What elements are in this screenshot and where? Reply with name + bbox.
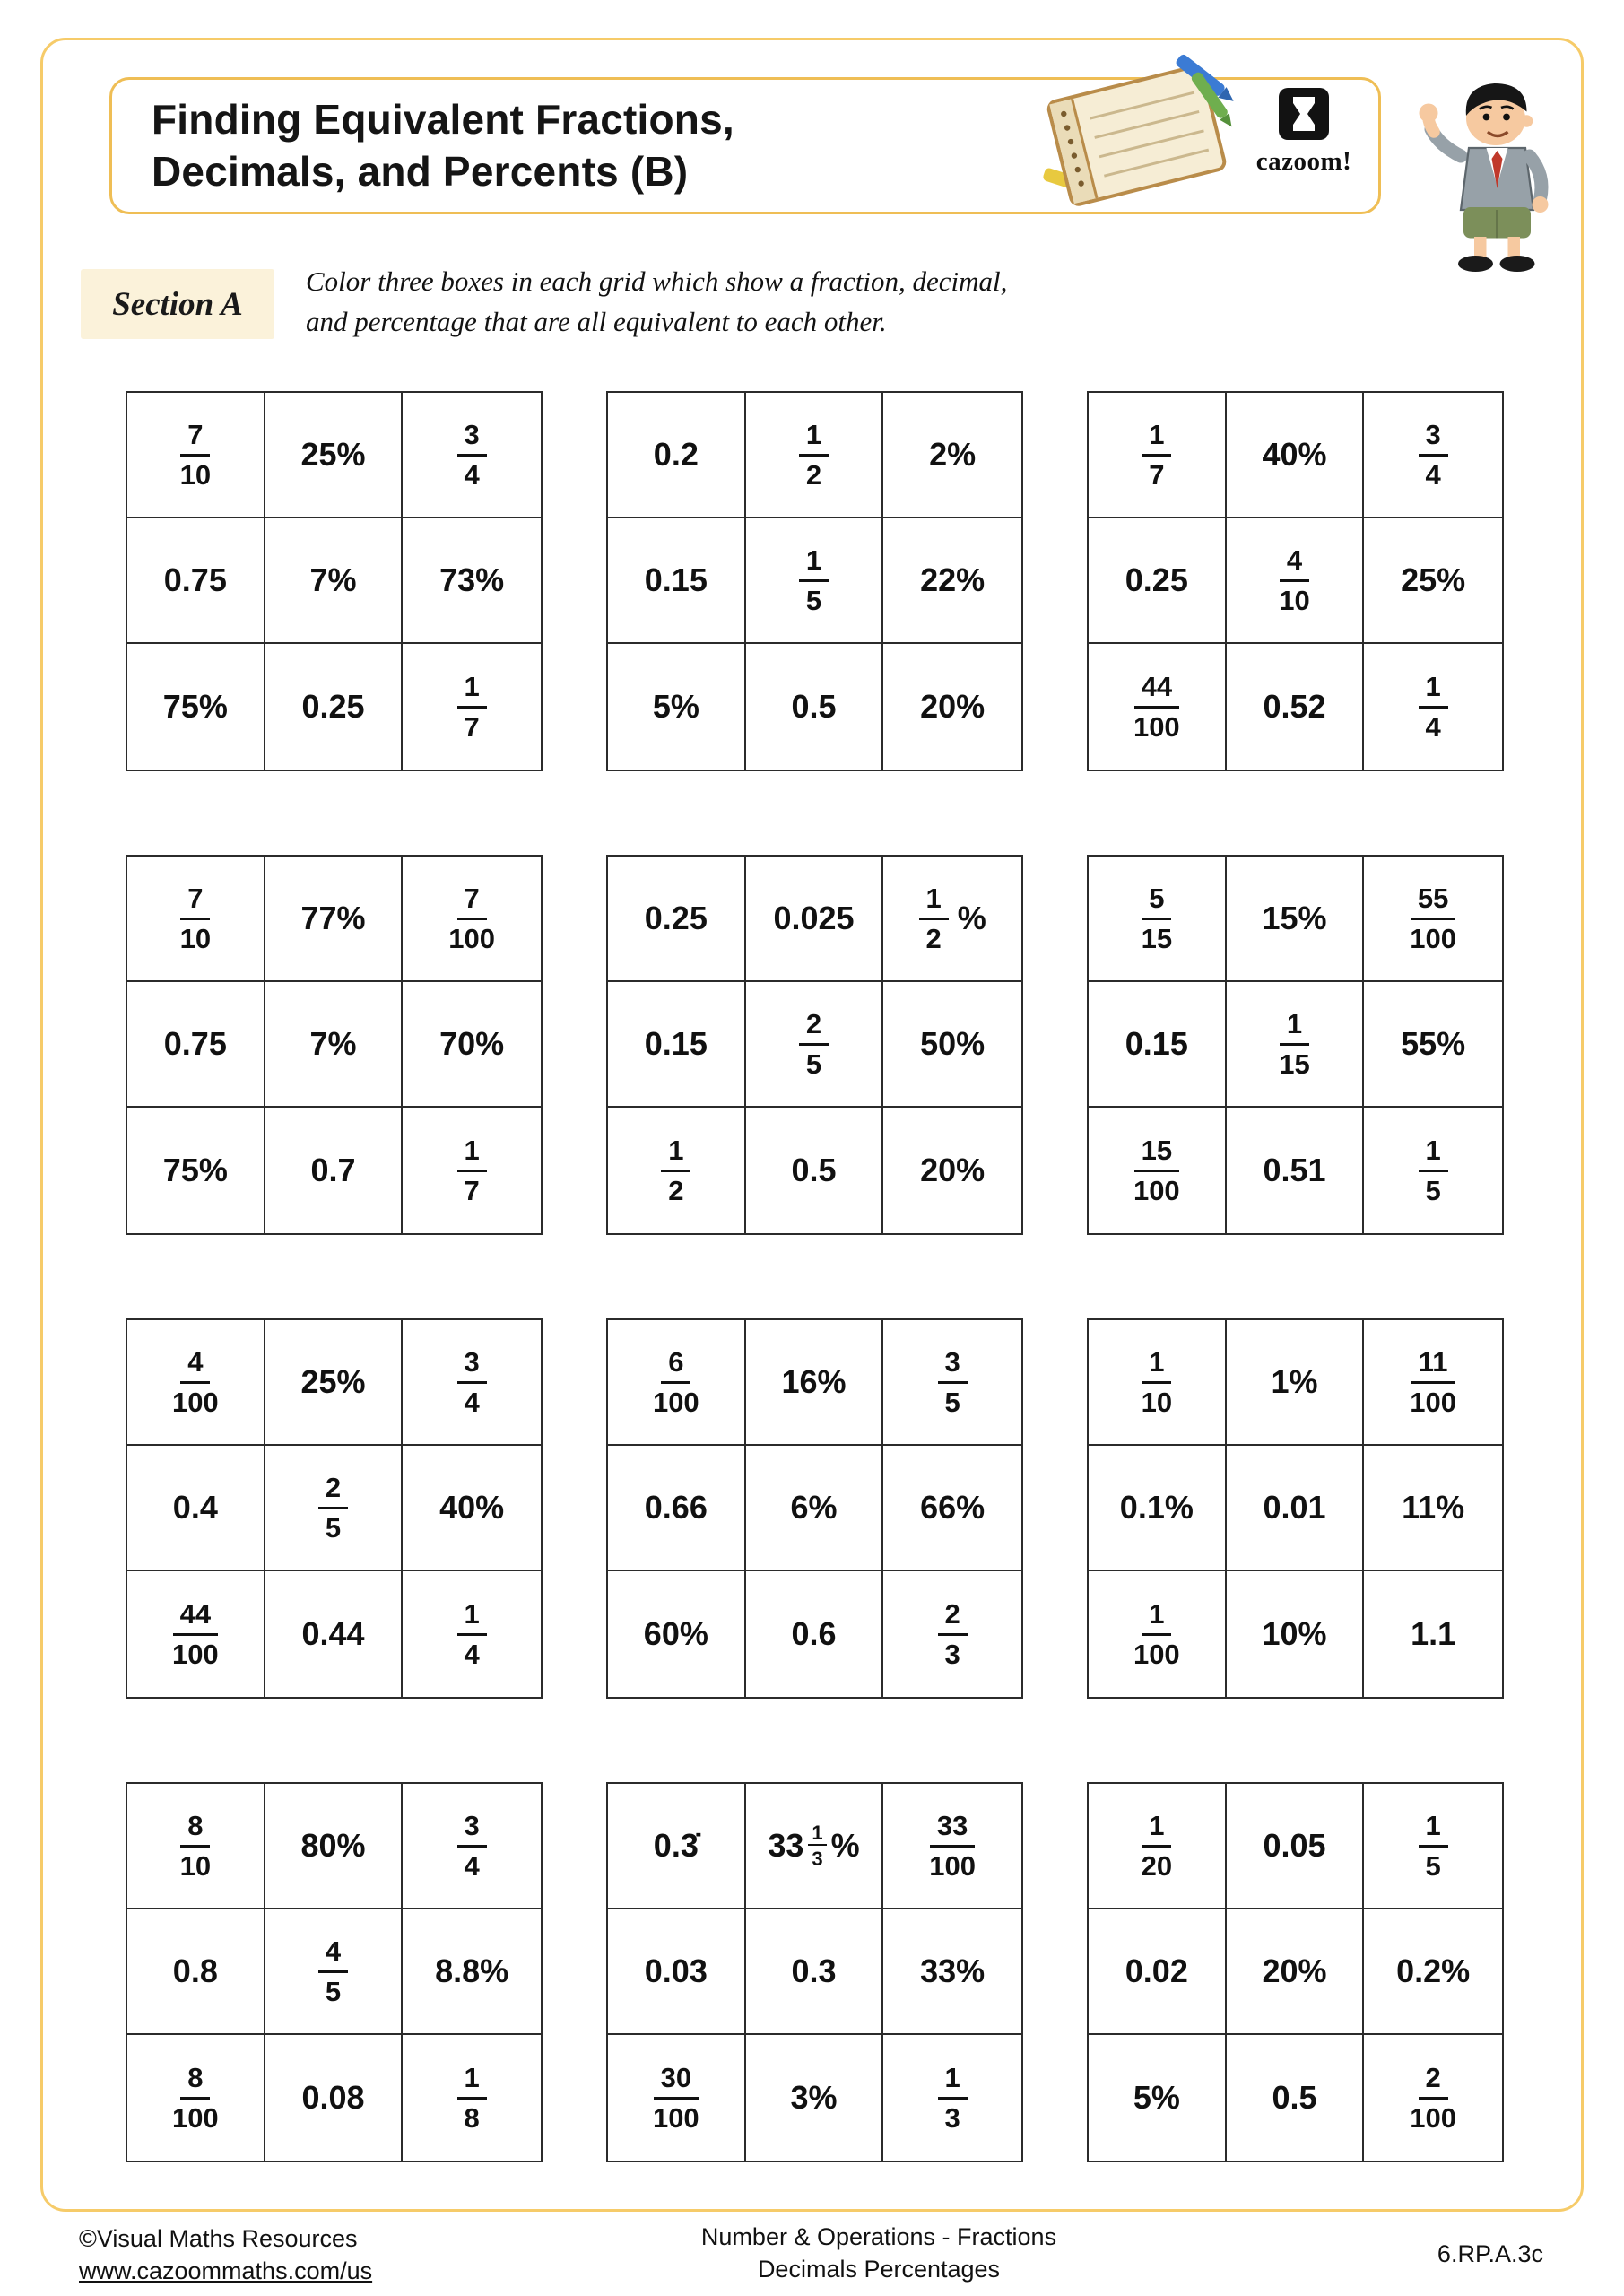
- grid-9-cell-5: 0.01: [1227, 1446, 1365, 1571]
- equivalence-grid-5: [606, 855, 1023, 1235]
- cazoom-logo: [1248, 86, 1359, 197]
- grid-4-cell-2: 77%: [265, 857, 404, 982]
- grid-2-cell-4: 0.15: [608, 518, 746, 644]
- grid-7-cell-4: 0.4: [127, 1446, 265, 1571]
- fraction: $\frac{1}{4}$: [1419, 671, 1448, 743]
- grid-11-cell-9: [883, 2035, 1021, 2161]
- grid-8-cell-4: 0.66: [608, 1446, 746, 1571]
- fraction: $\frac{1}{20}$: [1141, 1809, 1173, 1882]
- grid-5-cell-3: $\frac{1}{2}$ %: [883, 857, 1021, 982]
- footer-topic-line-2: Decimals Percentages: [757, 2256, 1001, 2283]
- grid-5-cell-4: 0.15: [608, 982, 746, 1108]
- fraction: $\frac{4}{10}$: [1279, 544, 1310, 616]
- grid-3-cell-5: [1227, 518, 1365, 644]
- grid-10-cell-3: [403, 1784, 541, 1909]
- grid-10-cell-6: 8.8%: [403, 1909, 541, 2035]
- grid-7-cell-8: 0.44: [265, 1571, 404, 1697]
- grid-8-cell-1: [608, 1320, 746, 1446]
- grid-6-cell-4: 0.15: [1089, 982, 1227, 1108]
- grid-2-cell-5: [746, 518, 884, 644]
- grid-2-cell-8: 0.5: [746, 644, 884, 770]
- grid-12-cell-1: [1089, 1784, 1227, 1909]
- grid-9-cell-2: 1%: [1227, 1320, 1365, 1446]
- fraction: $\frac{55}{100}$: [1410, 882, 1457, 954]
- grid-4-cell-6: 70%: [403, 982, 541, 1108]
- fraction: $\frac{1}{3}$: [938, 2062, 968, 2134]
- fraction: $\frac{7}{10}$: [179, 882, 212, 954]
- grid-9-cell-7: [1089, 1571, 1227, 1697]
- fraction: $\frac{4}{5}$: [318, 1935, 348, 2007]
- grid-9-cell-9: 1.1: [1411, 1615, 1456, 1652]
- notebook-icon: [1029, 52, 1252, 212]
- grid-6-cell-2: 15%: [1227, 857, 1365, 982]
- grid-11-cell-2: 33 $\frac{1}{3}$ %: [746, 1784, 884, 1909]
- fraction: $\frac{1}{2}$: [661, 1135, 690, 1206]
- grid-1-cell-2: 25%: [265, 393, 404, 518]
- fraction: $\frac{7}{10}$: [179, 418, 212, 491]
- fraction: $\frac{1}{8}$: [457, 2062, 487, 2134]
- grid-10-cell-5: [265, 1909, 404, 2035]
- equivalence-grid-8: [606, 1318, 1023, 1699]
- copyright-text: ©Visual Maths Resources: [79, 2225, 358, 2252]
- grid-6-cell-1: [1089, 857, 1227, 982]
- grid-1-cell-8: 0.25: [265, 644, 404, 770]
- grid-12-cell-9: [1364, 2035, 1502, 2161]
- grid-7-cell-9: [403, 1571, 541, 1697]
- grid-8-cell-2: 16%: [746, 1320, 884, 1446]
- equivalence-grid-12: [1087, 1782, 1504, 2162]
- grid-10-cell-7: [127, 2035, 265, 2161]
- grid-6-cell-6: 55%: [1364, 982, 1502, 1108]
- grid-11-cell-3: [883, 1784, 1021, 1909]
- grid-5-cell-1: 0.25: [608, 857, 746, 982]
- grid-7-cell-5: [265, 1446, 404, 1571]
- fraction: $\frac{8}{10}$: [179, 1809, 212, 1882]
- fraction: $\frac{11}{100}$: [1410, 1345, 1457, 1418]
- grid-6-cell-5: [1227, 982, 1365, 1108]
- fraction: $\frac{7}{100}$: [448, 882, 496, 954]
- notebook-illustration: [1029, 52, 1252, 212]
- equivalence-grid-11: [606, 1782, 1023, 2162]
- grid-9-cell-4: 0.1%: [1089, 1446, 1227, 1571]
- grid-5-cell-8: 0.5: [746, 1108, 884, 1233]
- grid-3-cell-1: [1089, 393, 1227, 518]
- fraction: $\frac{2}{5}$: [318, 1472, 348, 1544]
- equivalence-grid-1: [126, 391, 543, 771]
- grid-10-cell-8: 0.08: [265, 2035, 404, 2161]
- grid-3-cell-9: [1364, 644, 1502, 770]
- grid-3-cell-4: 0.25: [1089, 518, 1227, 644]
- footer-center: [619, 2221, 1139, 2286]
- grid-3-cell-2: 40%: [1227, 393, 1365, 518]
- boy-illustration: [1412, 75, 1574, 274]
- grid-1-cell-5: 7%: [265, 518, 404, 644]
- grid-7-cell-3: [403, 1320, 541, 1446]
- fraction: $\frac{3}{4}$: [457, 1346, 487, 1418]
- fraction: $\frac{6}{100}$: [652, 1345, 699, 1418]
- fraction: $\frac{2}{100}$: [1410, 2061, 1457, 2134]
- grid-4-cell-3: [403, 857, 541, 982]
- equivalence-grid-9: [1087, 1318, 1504, 1699]
- grid-1-cell-1: [127, 393, 265, 518]
- grid-4-cell-5: 7%: [265, 982, 404, 1108]
- fraction: $\frac{3}{5}$: [938, 1346, 968, 1418]
- section-label: Section A: [81, 269, 274, 339]
- grid-2-cell-2: [746, 393, 884, 518]
- grid-8-cell-7: 60%: [608, 1571, 746, 1697]
- website-link[interactable]: www.cazoommaths.com/us: [79, 2257, 373, 2285]
- fraction: $\frac{1}{5}$: [799, 544, 829, 616]
- grid-12-cell-2: 0.05: [1227, 1784, 1365, 1909]
- grid-8-cell-6: 66%: [883, 1446, 1021, 1571]
- grid-2-cell-9: 20%: [920, 688, 986, 725]
- grid-12-cell-5: 20%: [1227, 1909, 1365, 2035]
- standard-code: 6.RP.A.3c: [1437, 2240, 1543, 2267]
- fraction: $\frac{1}{5}$: [1419, 1810, 1448, 1882]
- instructions-line-1: Color three boxes in each grid which show a fraction, decimal,: [306, 265, 1008, 297]
- grid-11-cell-7: [608, 2035, 746, 2161]
- grid-12-cell-3: [1364, 1784, 1502, 1909]
- fraction: $\frac{1}{2}$: [799, 419, 829, 491]
- grid-5-cell-6: 50%: [883, 982, 1021, 1108]
- fraction: $\frac{1}{7}$: [1142, 419, 1171, 491]
- fraction: $\frac{1}{4}$: [457, 1598, 487, 1670]
- fraction: $\frac{3}{4}$: [457, 419, 487, 491]
- fraction: $\frac{1}{100}$: [1133, 1597, 1180, 1670]
- equivalence-grid-4: [126, 855, 543, 1235]
- grid-3-cell-6: 25%: [1364, 518, 1502, 644]
- grid-4-cell-8: 0.7: [265, 1108, 404, 1233]
- grid-11-cell-8: 3%: [746, 2035, 884, 2161]
- fraction: $\frac{1}{7}$: [457, 671, 487, 743]
- grid-8-cell-9: [883, 1571, 1021, 1697]
- fraction: $\frac{44}{100}$: [171, 1597, 219, 1670]
- fraction: $\frac{15}{100}$: [1133, 1134, 1180, 1206]
- grid-9-cell-8: 10%: [1227, 1571, 1365, 1697]
- grid-8-cell-3: [883, 1320, 1021, 1446]
- fraction: $\frac{1}{3}$: [808, 1822, 826, 1869]
- grid-9-cell-1: [1089, 1320, 1227, 1446]
- grid-7-cell-6: 40%: [403, 1446, 541, 1571]
- fraction: $\frac{1}{15}$: [1279, 1007, 1310, 1080]
- fraction: $\frac{3}{4}$: [1419, 419, 1448, 491]
- equivalence-grid-6: [1087, 855, 1504, 1235]
- fraction: $\frac{2}{5}$: [799, 1008, 829, 1080]
- grid-3-cell-3: [1364, 393, 1502, 518]
- fraction: $\frac{3}{4}$: [457, 1810, 487, 1882]
- cazoom-logo-text: cazoom!: [1255, 147, 1352, 176]
- equivalence-grid-3: [1087, 391, 1504, 771]
- grid-1-cell-6: 73%: [403, 518, 541, 644]
- fraction: $\frac{4}{100}$: [171, 1345, 219, 1418]
- fraction: $\frac{30}{100}$: [652, 2061, 699, 2134]
- grid-11-cell-6: 33%: [883, 1909, 1021, 2035]
- grid-5-cell-5: [746, 982, 884, 1108]
- fraction: $\frac{5}{15}$: [1141, 882, 1173, 954]
- grid-3-cell-7: [1089, 644, 1227, 770]
- grid-9-cell-6: 11%: [1364, 1446, 1502, 1571]
- grid-10-cell-2: 80%: [265, 1784, 404, 1909]
- grid-1-cell-4: 0.75: [127, 518, 265, 644]
- grid-12-cell-8: 0.5: [1227, 2035, 1365, 2161]
- grid-4-cell-1: [127, 857, 265, 982]
- grid-1-cell-7: 75%: [127, 644, 265, 770]
- grid-3-cell-8: 0.52: [1227, 644, 1365, 770]
- grid-7-cell-1: [127, 1320, 265, 1446]
- grid-12-cell-6: 0.2%: [1364, 1909, 1502, 2035]
- grid-1-cell-3: [403, 393, 541, 518]
- fraction: $\frac{8}{100}$: [171, 2061, 219, 2134]
- page-title: [112, 94, 734, 196]
- fraction: $\frac{1}{2}$: [919, 883, 949, 954]
- grid-7-cell-2: 25%: [265, 1320, 404, 1446]
- fraction: $\frac{2}{3}$: [938, 1598, 968, 1670]
- equivalence-grid-7: [126, 1318, 543, 1699]
- grid-5-cell-7: [608, 1108, 746, 1233]
- fraction: $\frac{1}{5}$: [1419, 1135, 1448, 1206]
- equivalence-grid-2: [606, 391, 1023, 771]
- grid-4-cell-7: 75%: [127, 1108, 265, 1233]
- grid-12-cell-7: 5%: [1089, 2035, 1227, 2161]
- grid-8-cell-5: 6%: [746, 1446, 884, 1571]
- fraction: $\frac{1}{10}$: [1141, 1345, 1173, 1418]
- grid-6-cell-9: [1364, 1108, 1502, 1233]
- footer-left: [79, 2222, 372, 2288]
- grid-6-cell-7: [1089, 1108, 1227, 1233]
- fraction: $\frac{33}{100}$: [929, 1809, 977, 1882]
- title-line-1: Finding Equivalent Fractions,: [152, 96, 734, 144]
- grid-12-cell-4: 0.02: [1089, 1909, 1227, 2035]
- grid-8-cell-8: 0.6: [746, 1571, 884, 1697]
- grid-7-cell-7: [127, 1571, 265, 1697]
- grid-2-cell-3: 2%: [883, 393, 1021, 518]
- boy-cartoon-icon: [1412, 75, 1574, 274]
- grid-2-cell-7: 5%: [608, 644, 746, 770]
- cazoom-logo-icon: [1276, 86, 1332, 145]
- grid-6-cell-3: [1364, 857, 1502, 982]
- equivalence-grid-10: [126, 1782, 543, 2162]
- grid-11-cell-1: 0.3̇: [608, 1784, 746, 1909]
- grid-6-cell-8: 0.51: [1227, 1108, 1365, 1233]
- grid-2-cell-6: 22%: [883, 518, 1021, 644]
- grid-5-cell-9: 20%: [920, 1152, 986, 1188]
- grid-4-cell-4: 0.75: [127, 982, 265, 1108]
- grid-9-cell-3: [1364, 1320, 1502, 1446]
- grid-10-cell-4: 0.8: [127, 1909, 265, 2035]
- grid-5-cell-2: 0.025: [746, 857, 884, 982]
- grids-container: [126, 391, 1504, 2162]
- grid-11-cell-4: 0.03: [608, 1909, 746, 2035]
- grid-10-cell-9: [403, 2035, 541, 2161]
- instructions-line-2: and percentage that are all equivalent to each other.: [306, 305, 887, 337]
- grid-2-cell-1: 0.2: [608, 393, 746, 518]
- fraction: $\frac{44}{100}$: [1133, 670, 1180, 743]
- instructions: [306, 262, 1310, 343]
- grid-11-cell-5: 0.3: [746, 1909, 884, 2035]
- grid-4-cell-9: [403, 1108, 541, 1233]
- footer-topic-line-1: Number & Operations - Fractions: [700, 2223, 1057, 2250]
- fraction: $\frac{1}{7}$: [457, 1135, 487, 1206]
- grid-10-cell-1: [127, 1784, 265, 1909]
- grid-1-cell-9: [403, 644, 541, 770]
- title-line-2: Decimals, and Percents (B): [152, 147, 689, 195]
